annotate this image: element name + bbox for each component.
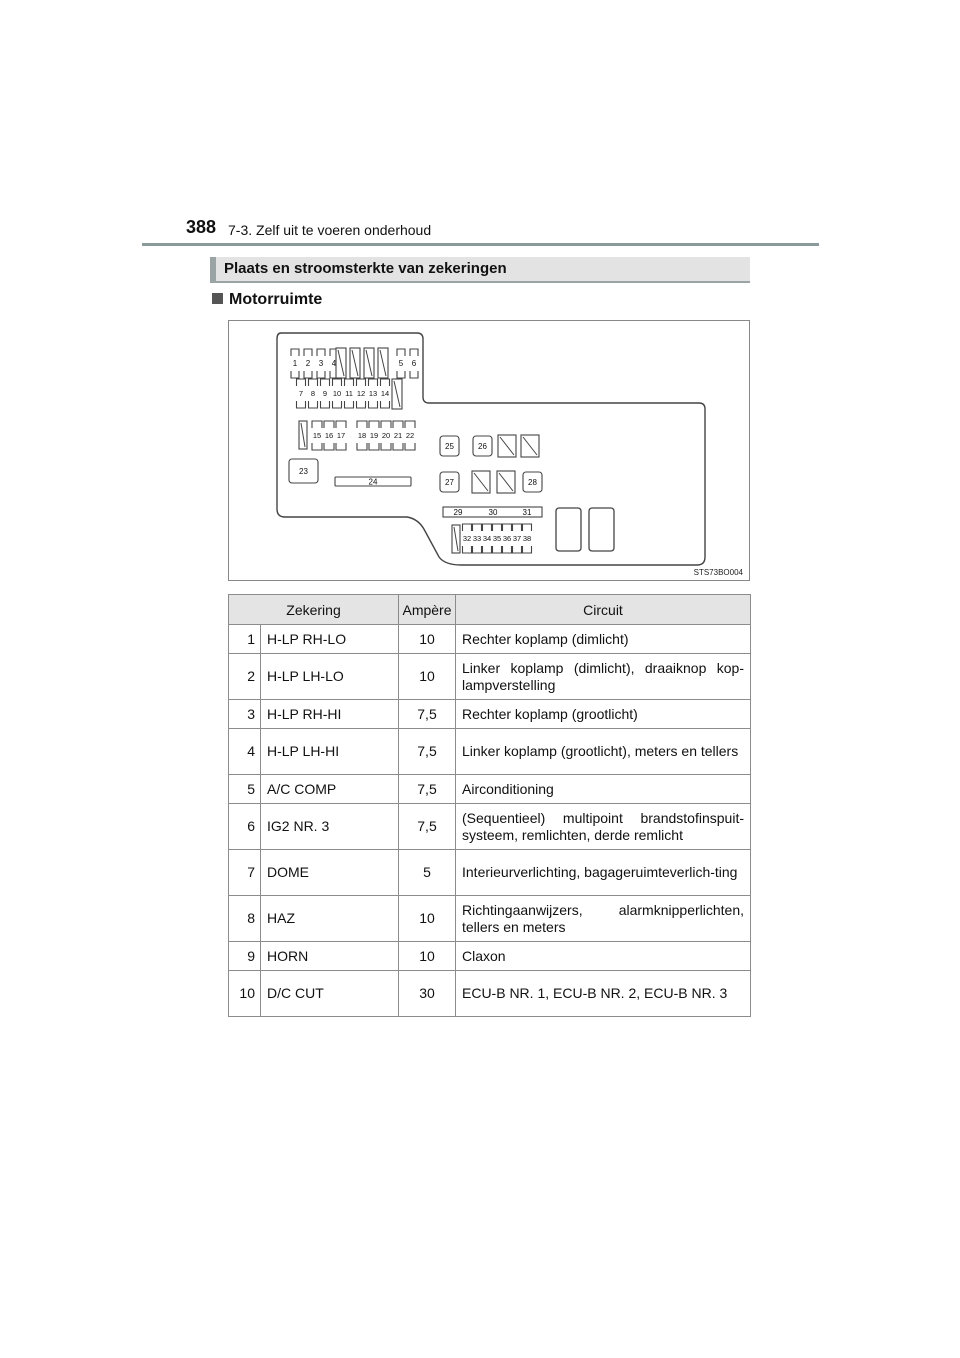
table-row <box>229 896 751 942</box>
fuse-slot-top <box>393 421 403 428</box>
figure-code: STS73BO004 <box>693 568 743 577</box>
fuse-circuit: ECU-B NR. 1, ECU-B NR. 2, ECU-B NR. 3 <box>456 971 751 1017</box>
fuse-number: 10 <box>229 971 261 1017</box>
fuse-slot-bottom <box>345 401 354 408</box>
fuse-number: 5 <box>229 775 261 804</box>
fuse-number: 2 <box>229 654 261 700</box>
fuse-slot-top <box>291 349 299 356</box>
page-number: 388 <box>186 217 217 237</box>
section-heading-bar <box>210 257 750 283</box>
table-row <box>229 804 751 850</box>
table-row <box>229 775 751 804</box>
subheading-text: Motorruimte <box>229 291 323 308</box>
fuse-slot-bottom <box>483 546 492 553</box>
table-row <box>229 971 751 1017</box>
table-row <box>229 654 751 700</box>
fuse-slot-top <box>317 349 325 356</box>
header-ampere: Ampère <box>399 595 456 625</box>
fuse-slot-bottom <box>523 546 532 553</box>
fuse-slot-top <box>483 524 492 531</box>
fuse-label: 11 <box>345 389 353 398</box>
fuse-label: 23 <box>299 467 308 476</box>
fuse-ampere: 30 <box>399 971 456 1017</box>
fuse-slot-top <box>513 524 522 531</box>
fuse-label: 29 <box>453 508 463 517</box>
fuse-label: 21 <box>393 431 403 440</box>
fuse-label: 8 <box>310 389 316 398</box>
fuse-ampere: 10 <box>399 625 456 654</box>
fuse-label: 12 <box>356 389 366 398</box>
fuse-circuit: Airconditioning <box>456 775 751 804</box>
fuse-slot-top <box>503 524 512 531</box>
fuse-slot-top <box>381 379 390 386</box>
fuse-slot-bottom <box>304 371 312 378</box>
fuse-slot-bottom <box>324 443 334 450</box>
fuse-number: 3 <box>229 700 261 729</box>
fuse-name: HORN <box>261 942 399 971</box>
fuse-slot-top <box>357 379 366 386</box>
fuse-slot-top <box>381 421 391 428</box>
fuse-slot-top <box>324 421 334 428</box>
fuse-ampere: 10 <box>399 654 456 700</box>
fuse-circuit: Interieurverlichting, bagageruimteverlich-ting <box>456 850 751 896</box>
fuse-ampere: 7,5 <box>399 775 456 804</box>
fuse-number: 7 <box>229 850 261 896</box>
section-title: Plaats en stroomsterkte van zekeringen <box>224 260 507 277</box>
fuse-label: 35 <box>492 534 502 543</box>
fuse-label: 15 <box>312 431 322 440</box>
fuse-name: HAZ <box>261 896 399 942</box>
fuse-number: 4 <box>229 729 261 775</box>
fuse-name: IG2 NR. 3 <box>261 804 399 850</box>
fuse-number: 1 <box>229 625 261 654</box>
fuse-slot-bottom <box>369 443 379 450</box>
fuse-slot-top <box>333 379 342 386</box>
fuse-label: 7 <box>298 389 304 398</box>
table-row <box>229 700 751 729</box>
fuse-number: 9 <box>229 942 261 971</box>
fuse-slot-top <box>304 349 312 356</box>
fuse-label: 22 <box>405 431 415 440</box>
fuse-slot-top <box>309 379 318 386</box>
fuse-label: 16 <box>324 431 334 440</box>
fuse-slot-bottom <box>369 401 378 408</box>
header-rule <box>142 243 819 246</box>
fuse-slot-top <box>397 349 405 356</box>
fuse-slot-top <box>357 421 367 428</box>
header-circuit: Circuit <box>456 595 751 625</box>
large-relay-left <box>556 508 581 551</box>
fuse-circuit: Rechter koplamp (grootlicht) <box>456 700 751 729</box>
fuse-slot-bottom <box>513 546 522 553</box>
fuse-number: 8 <box>229 896 261 942</box>
fuse-slot-top <box>369 379 378 386</box>
fuse-name: H-LP RH-LO <box>261 625 399 654</box>
fuse-slot-bottom <box>503 546 512 553</box>
fuse-label: 4 <box>331 359 337 368</box>
square-bullet-icon <box>212 293 223 304</box>
fuse-circuit: Richtingaanwijzers, alarmknipperlichten, tellers en meters <box>456 896 751 942</box>
fuse-label: 19 <box>369 431 379 440</box>
header-zekering: Zekering <box>229 595 399 625</box>
fuse-slot-bottom <box>405 443 415 450</box>
fuse-ampere: 10 <box>399 896 456 942</box>
section-accent <box>210 257 216 281</box>
fuse-circuit: Linker koplamp (dimlicht), draaiknop kop-lampverstelling <box>456 654 751 700</box>
fuse-slot-bottom <box>463 546 472 553</box>
fuse-slot-top <box>297 379 306 386</box>
fuse-label: 20 <box>381 431 391 440</box>
fuse-slot-top <box>312 421 322 428</box>
fuse-label: 38 <box>522 534 532 543</box>
fuse-label: 9 <box>322 389 328 398</box>
table-header-row <box>229 595 751 625</box>
fuse-label: 3 <box>318 359 324 368</box>
fuse-label: 25 <box>445 442 454 451</box>
fuse-slot-top <box>473 524 482 531</box>
fuse-circuit: Linker koplamp (grootlicht), meters en tellers <box>456 729 751 775</box>
fuse-slot-bottom <box>410 371 418 378</box>
fuse-label: 2 <box>305 359 311 368</box>
fuse-slot-top <box>321 379 330 386</box>
fuse-label: 31 <box>522 508 532 517</box>
fuse-slot-top <box>369 421 379 428</box>
fuse-circuit: Claxon <box>456 942 751 971</box>
fuse-slot-bottom <box>297 401 306 408</box>
fuse-slot-bottom <box>309 401 318 408</box>
chapter-title: 7-3. Zelf uit te voeren onderhoud <box>228 222 432 238</box>
fuse-label: 5 <box>398 359 404 368</box>
fuse-label: 34 <box>482 534 492 543</box>
fuse-slot-top <box>405 421 415 428</box>
fuse-ampere: 10 <box>399 942 456 971</box>
fuse-slot-top <box>345 379 354 386</box>
fuse-label: 36 <box>502 534 512 543</box>
fuse-name: D/C CUT <box>261 971 399 1017</box>
fuse-slot-top <box>493 524 502 531</box>
table-row <box>229 625 751 654</box>
fuse-label: 27 <box>445 478 454 487</box>
fuse-slot-bottom <box>493 546 502 553</box>
fuse-slot-bottom <box>393 443 403 450</box>
fuse-label: 30 <box>488 508 498 517</box>
fuse-table <box>228 594 751 1017</box>
fuse-name: H-LP RH-HI <box>261 700 399 729</box>
fuse-label: 18 <box>357 431 367 440</box>
fuse-name: H-LP LH-LO <box>261 654 399 700</box>
fuse-label: 24 <box>368 477 378 487</box>
fuse-slot-bottom <box>473 546 482 553</box>
fuse-circuit: (Sequentieel) multipoint brandstofinspuit-systeem, remlichten, derde remlicht <box>456 804 751 850</box>
fuse-slot-bottom <box>381 443 391 450</box>
fuse-number: 6 <box>229 804 261 850</box>
subheading <box>212 291 322 309</box>
fuse-box-diagram <box>228 320 750 581</box>
fuse-ampere: 7,5 <box>399 804 456 850</box>
fuse-name: DOME <box>261 850 399 896</box>
fuse-slot-bottom <box>291 371 299 378</box>
fuse-label: 32 <box>462 534 472 543</box>
fuse-slot-top <box>463 524 472 531</box>
fuse-slot-bottom <box>312 443 322 450</box>
fuse-box-svg <box>229 321 749 580</box>
fuse-label: 14 <box>380 389 390 398</box>
fuse-label: 33 <box>472 534 482 543</box>
fuse-circuit: Rechter koplamp (dimlicht) <box>456 625 751 654</box>
fuse-label: 17 <box>336 431 346 440</box>
fuse-slot-bottom <box>397 371 405 378</box>
fuse-ampere: 7,5 <box>399 729 456 775</box>
fuse-label: 6 <box>411 359 417 368</box>
fuse-slot-bottom <box>333 401 342 408</box>
fuse-slot-bottom <box>381 401 390 408</box>
fuse-slot-bottom <box>336 443 346 450</box>
fuse-name: A/C COMP <box>261 775 399 804</box>
fuse-slot-top <box>523 524 532 531</box>
fuse-slot-bottom <box>357 443 367 450</box>
fuse-slot-bottom <box>317 371 325 378</box>
fuse-label: 10 <box>332 389 342 398</box>
fuse-slot-bottom <box>321 401 330 408</box>
table-row <box>229 729 751 775</box>
fuse-label: 37 <box>512 534 522 543</box>
fuse-ampere: 5 <box>399 850 456 896</box>
fuse-label: 1 <box>292 359 298 368</box>
fuse-slot-bottom <box>357 401 366 408</box>
fuse-ampere: 7,5 <box>399 700 456 729</box>
large-relay-right <box>589 508 614 551</box>
fuse-label: 28 <box>528 478 537 487</box>
fuse-slot-top <box>410 349 418 356</box>
table-row <box>229 850 751 896</box>
fuse-label: 13 <box>368 389 378 398</box>
fuse-slot-top <box>336 421 346 428</box>
table-row <box>229 942 751 971</box>
fuse-label: 26 <box>478 442 487 451</box>
fuse-name: H-LP LH-HI <box>261 729 399 775</box>
